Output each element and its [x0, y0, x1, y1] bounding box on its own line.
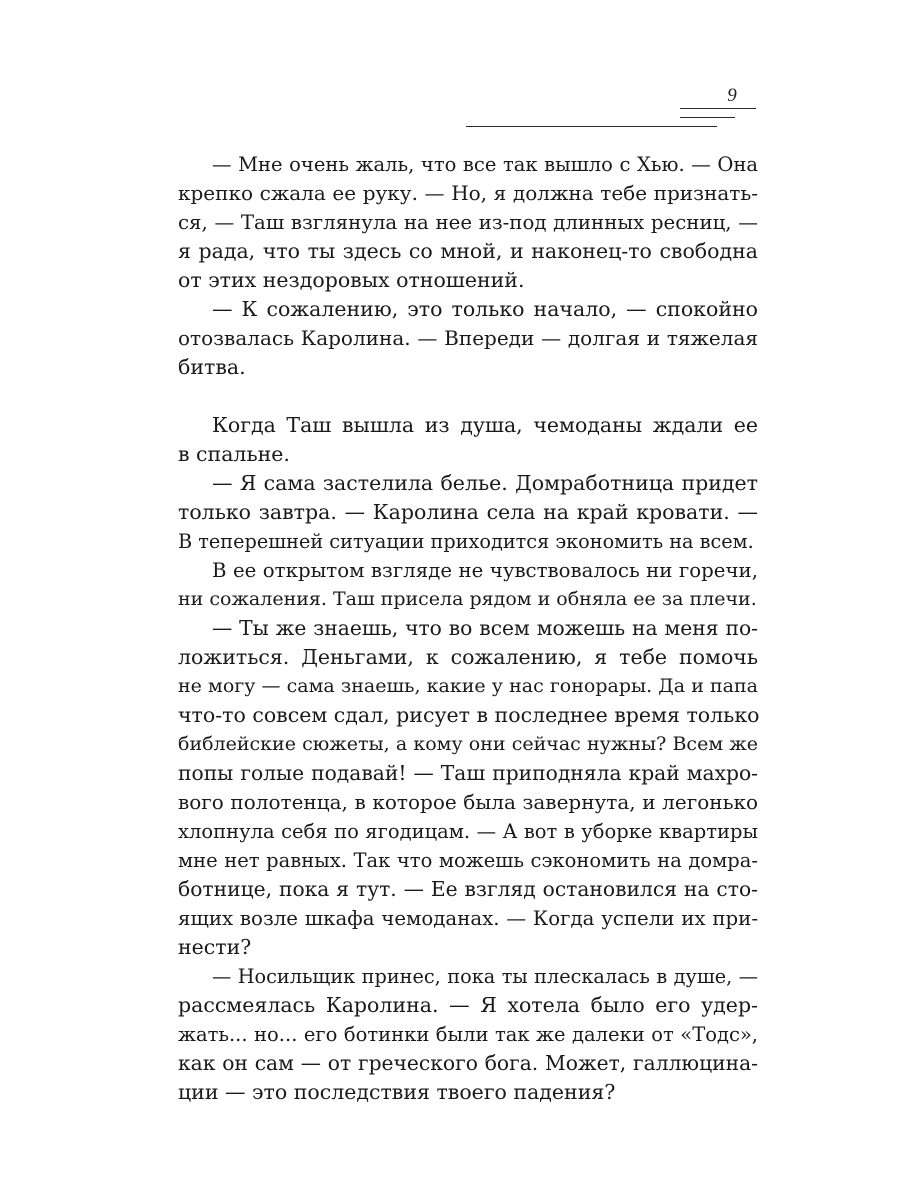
text-line: жать... но... его ботинки были так же далеки от «Тодс», [178, 1023, 758, 1046]
text-line: ложиться. Деньгами, к сожалению, я тебе помочь [178, 645, 758, 669]
text-line: ботнице, пока я тут. — Ее взгляд остановился на сто- [178, 877, 758, 901]
text-line: библейские сюжеты, а кому они сейчас нужны? Всем же [178, 733, 758, 755]
text-line: битва. [178, 355, 246, 379]
body-text [178, 150, 758, 1107]
text-line: как он сам — от греческого бога. Может, галлюцина- [178, 1051, 758, 1075]
text-line: я рада, что ты здесь со мной, и наконец-то свободна [178, 239, 758, 263]
text-line: В теперешней ситуации приходится экономить на всем. [178, 530, 754, 553]
text-line: — Мне очень жаль, что все так вышло с Хью. — Она [212, 153, 758, 176]
text-line: хлопнула себя по ягодицам. — А вот в уборке квартиры [178, 820, 758, 843]
text-line: — К сожалению, это только начало, — спокойно [212, 297, 758, 321]
section-break [178, 382, 758, 411]
text-line: — Носильщик принес, пока ты плескалась в душе, — [212, 965, 758, 988]
text-line: мне нет равных. Так что можешь сэкономить на домра- [178, 849, 758, 872]
text-line: — Ты же знаешь, что во всем можешь на меня по- [212, 616, 758, 640]
text-line: от этих нездоровых отношений. [178, 268, 525, 292]
text-line: ящих возле шкафа чемоданах. — Когда успели их при- [178, 907, 758, 930]
text-line: В ее открытом взгляде не чувствовалось ни горечи, [212, 559, 758, 582]
header-rule-long [466, 126, 717, 127]
header-rule-middle [680, 117, 735, 118]
text-line: — Я сама застелила белье. Домработница придет [212, 471, 758, 495]
text-line: ни сожаления. Таш присела рядом и обняла ее за плечи. [178, 588, 757, 610]
text-line: вого полотенца, в которое была завернута, и легонько [178, 790, 758, 814]
text-line: Когда Таш вышла из душа, чемоданы ждали ее [212, 413, 758, 437]
text-line: нести? [178, 935, 252, 959]
text-line: ся, — Таш взглянула на нее из-под длинных ресниц, — [178, 211, 758, 234]
text-line: не могу — сама знаешь, какие у нас гонорары. Да и папа [178, 675, 758, 697]
header-rule-top [680, 108, 756, 109]
text-line: рассмеялась Каролина. — Я хотела было его удер- [178, 993, 758, 1017]
text-line: ции — это последствия твоего падения? [178, 1080, 616, 1104]
text-line: отозвалась Каролина. — Впереди — долгая и тяжелая [178, 326, 758, 350]
text-line: в спальне. [178, 442, 290, 466]
text-line: что-то совсем сдал, рисует в последнее время только [178, 703, 760, 727]
text-line: крепко сжала ее руку. — Но, я должна тебе признать- [178, 181, 758, 205]
text-line: только завтра. — Каролина села на край кровати. — [178, 500, 758, 524]
text-line: попы голые подавай! — Таш приподняла край махро- [178, 761, 758, 785]
page-number: 9 [727, 85, 737, 106]
